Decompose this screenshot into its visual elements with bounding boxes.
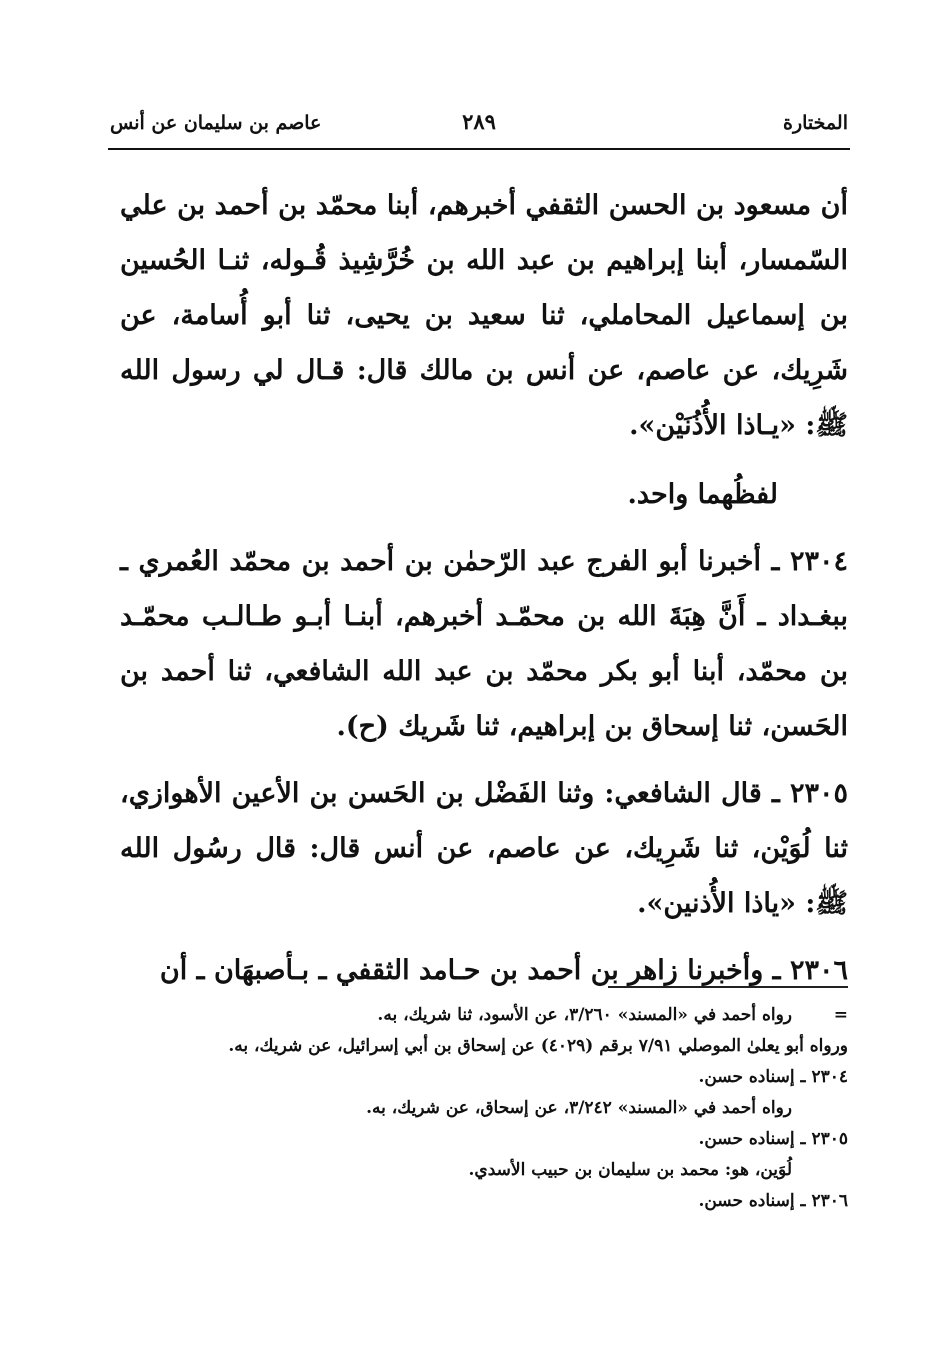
footnote-line: لُوَين، هو: محمد بن سليمان بن حبيب الأسدي. [468,1160,792,1180]
entry-number: ٢٣٠٥ [790,778,849,809]
entry-number: ٢٣٠٤ [789,546,848,577]
continuation-marker: = [833,1005,848,1025]
footnote-line: ٢٣٠٤ ـ إسناده حسن. [698,1067,848,1087]
chapter-title: عاصم بن سليمان عن أنس [110,112,322,134]
footnote-line [120,1000,848,1031]
paragraph-continuation: أن مسعود بن الحسن الثقفي أخبرهم، أبنا محمّد بن أحمد بن علي السّمسار، أبنا إبراهيم بن عبد الله بن خُرَّشِيذ قُـوله، ثنـا الحُسين بن إسماعيل المحاملي، ثنا سعيد بن يحيى، ثنا أبو أُسامة، عن شَرِيك، عن عاصم، عن أنس بن مالك قال: قـال لي رسول الله ﷺ: «يـاذا الأُذُنَيْن». [120,190,848,441]
running-header [110,108,848,148]
footnote-line: ٢٣٠٥ ـ إسناده حسن. [698,1129,848,1149]
entry-2304 [120,534,848,754]
footnote-divider [608,986,848,988]
book-title: المختارة [783,112,848,134]
footnote-line: ورواه أبو يعلىٰ الموصلي ٧/٩١ برقم (٤٠٢٩) عن إسحاق بن أبي إسرائيل، عن شريك، به. [228,1036,848,1056]
entry-number: ٢٣٠٦ [789,955,848,986]
entry-text: ـ قال الشافعي: وثنا الفَضْل بن الحَسن بن الأعين الأهوازي، ثنا لُوَيْن، ثنا شَرِيك، عن عاصم، عن أنس قال: قال رسُول الله ﷺ: «ياذا الأُذنين». [120,778,848,919]
entry-2305 [120,766,848,931]
main-text [120,178,848,1010]
entry-text: ـ وأخبرنا زاهر بن أحمد بن حـامد الثقفي ـ بـأصبهَان ـ أن [159,955,781,986]
footnote-line: ٢٣٠٦ ـ إسناده حسن. [698,1191,848,1211]
footnotes [120,1000,848,1217]
footnote-text: رواه أحمد في «المسند» ٣/٢٦٠، عن الأسود، ثنا شريك، به. [377,1005,792,1025]
footnote-line: رواه أحمد في «المسند» ٣/٢٤٢، عن إسحاق، عن شريك، به. [366,1098,792,1118]
header-divider [108,148,850,150]
entry-2306 [120,943,848,998]
page-number: ٢٨٩ [462,109,496,134]
entry-text: ـ أخبرنا أبو الفرج عبد الرّحمٰن بن أحمد بن محمّد العُمري ـ ببغـداد ـ أَنَّ هِبَةَ الله بن محمّـد أخبرهم، أبنـا أبـو طـالـب محمّـد بن محمّد، أبنا أبو بكر محمّد بن عبد الله الشافعي، ثنا أحمد بن الحَسن، ثنا إسحاق بن إبراهيم، ثنا شَريك (ح). [120,546,848,742]
paragraph-note: لفظُهما واحد. [627,479,778,510]
